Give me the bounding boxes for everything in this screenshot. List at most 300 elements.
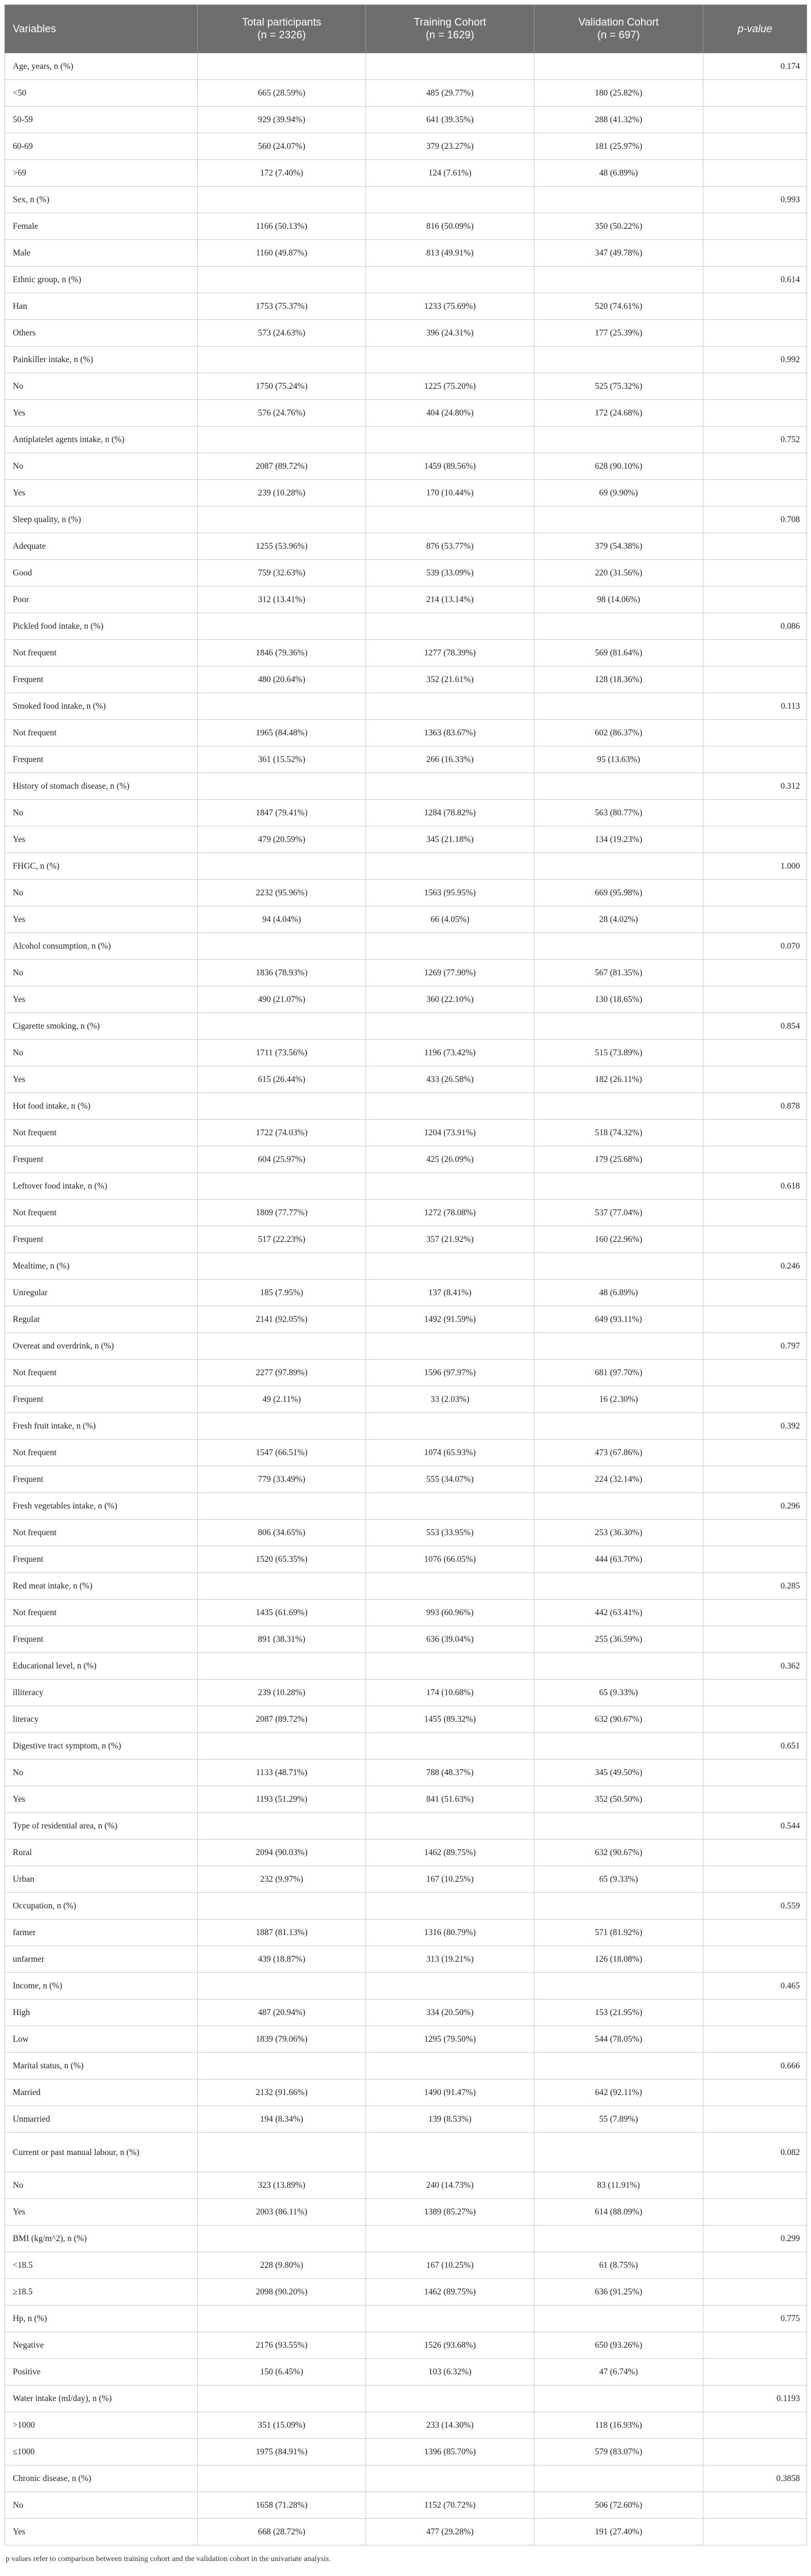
validation-cell xyxy=(534,53,703,80)
pvalue-cell: 0.854 xyxy=(703,1013,807,1040)
category-label: Frequent xyxy=(5,1146,198,1173)
training-cell xyxy=(366,1973,534,1999)
total-cell: 806 (34.65%) xyxy=(198,1520,366,1546)
validation-cell: 563 (80.77%) xyxy=(534,800,703,826)
total-cell: 239 (10.28%) xyxy=(198,480,366,507)
training-cell: 167 (10.25%) xyxy=(366,1866,534,1893)
pvalue-cell: 0.299 xyxy=(703,2226,807,2252)
training-cell xyxy=(366,2385,534,2412)
table-row xyxy=(5,1546,807,1573)
table-row xyxy=(5,1600,807,1626)
category-label: Rural xyxy=(5,1840,198,1866)
category-label: Han xyxy=(5,293,198,320)
group-row xyxy=(5,2385,807,2412)
total-cell: 1887 (81.13%) xyxy=(198,1920,366,1946)
training-cell: 841 (51.63%) xyxy=(366,1786,534,1813)
total-cell: 576 (24.76%) xyxy=(198,400,366,427)
group-row xyxy=(5,1893,807,1920)
validation-cell xyxy=(534,2306,703,2332)
group-row xyxy=(5,187,807,213)
total-cell xyxy=(198,853,366,880)
total-cell: 2087 (89.72%) xyxy=(198,453,366,480)
validation-cell xyxy=(534,1413,703,1440)
table-footnote: p values refer to comparison between training cohort and the validation cohort in the univariate analysis. xyxy=(6,2555,331,2563)
validation-cell: 48 (6.89%) xyxy=(534,160,703,187)
training-cell: 352 (21.61%) xyxy=(366,666,534,693)
total-cell xyxy=(198,2133,366,2172)
pvalue-cell: 0.113 xyxy=(703,693,807,720)
table-row xyxy=(5,720,807,746)
category-label: Yes xyxy=(5,906,198,933)
training-cell xyxy=(366,1173,534,1200)
total-cell: 1160 (49.87%) xyxy=(198,240,366,267)
validation-cell: 130 (18.65%) xyxy=(534,986,703,1013)
total-cell: 1547 (66.51%) xyxy=(198,1440,366,1466)
category-label: No xyxy=(5,800,198,826)
table-row xyxy=(5,1306,807,1333)
header-training-n: (n = 1629) xyxy=(425,29,474,41)
table-row xyxy=(5,1386,807,1413)
variable-group-label: Cigarette smoking, n (%) xyxy=(5,1013,198,1040)
training-cell: 636 (39.04%) xyxy=(366,1626,534,1653)
training-cell: 174 (10.68%) xyxy=(366,1680,534,1706)
training-cell xyxy=(366,2465,534,2492)
header-variables: Variables xyxy=(5,5,198,53)
training-cell: 66 (4.05%) xyxy=(366,906,534,933)
variable-group-label: Type of residential area, n (%) xyxy=(5,1813,198,1840)
pvalue-cell xyxy=(703,1920,807,1946)
table-container xyxy=(4,4,807,2545)
group-row xyxy=(5,1013,807,1040)
validation-cell xyxy=(534,1173,703,1200)
variable-group-label: Water intake (ml/day), n (%) xyxy=(5,2385,198,2412)
validation-cell: 224 (32.14%) xyxy=(534,1466,703,1493)
validation-cell: 636 (91.25%) xyxy=(534,2279,703,2306)
total-cell: 1193 (51.29%) xyxy=(198,1786,366,1813)
table-row xyxy=(5,1066,807,1093)
table-row xyxy=(5,1146,807,1173)
table-row xyxy=(5,800,807,826)
category-label: No xyxy=(5,453,198,480)
category-label: No xyxy=(5,2492,198,2519)
pvalue-cell xyxy=(703,960,807,986)
pvalue-cell xyxy=(703,1440,807,1466)
validation-cell: 347 (49.78%) xyxy=(534,240,703,267)
validation-cell xyxy=(534,933,703,960)
total-cell xyxy=(198,1653,366,1680)
pvalue-cell xyxy=(703,2492,807,2519)
training-cell xyxy=(366,773,534,800)
total-cell xyxy=(198,1013,366,1040)
pvalue-cell xyxy=(703,240,807,267)
total-cell: 517 (22.23%) xyxy=(198,1226,366,1253)
total-cell xyxy=(198,773,366,800)
validation-cell: 345 (49.50%) xyxy=(534,1760,703,1786)
validation-cell: 16 (2.30%) xyxy=(534,1386,703,1413)
total-cell: 891 (38.31%) xyxy=(198,1626,366,1653)
total-cell xyxy=(198,187,366,213)
pvalue-cell xyxy=(703,1386,807,1413)
pvalue-cell xyxy=(703,2252,807,2279)
header-total-title: Total participants xyxy=(242,17,322,28)
validation-cell xyxy=(534,267,703,293)
validation-cell xyxy=(534,693,703,720)
category-label: illiteracy xyxy=(5,1680,198,1706)
total-cell: 1965 (84.48%) xyxy=(198,720,366,746)
pvalue-cell xyxy=(703,880,807,906)
group-row xyxy=(5,1733,807,1760)
validation-cell: 95 (13.63%) xyxy=(534,746,703,773)
training-cell: 1196 (73.42%) xyxy=(366,1040,534,1066)
table-row xyxy=(5,826,807,853)
group-row xyxy=(5,1093,807,1120)
group-row xyxy=(5,1253,807,1280)
category-label: Yes xyxy=(5,2519,198,2545)
validation-cell: 669 (95.98%) xyxy=(534,880,703,906)
category-label: Not frequent xyxy=(5,1200,198,1226)
training-cell: 1284 (78.82%) xyxy=(366,800,534,826)
validation-cell: 473 (67.86%) xyxy=(534,1440,703,1466)
pvalue-cell xyxy=(703,1226,807,1253)
pvalue-cell: 0.666 xyxy=(703,2053,807,2079)
total-cell: 1846 (79.36%) xyxy=(198,640,366,666)
group-row xyxy=(5,2133,807,2172)
group-row xyxy=(5,507,807,533)
pvalue-cell: 0.878 xyxy=(703,1093,807,1120)
pvalue-cell: 0.3858 xyxy=(703,2465,807,2492)
validation-cell: 65 (9.33%) xyxy=(534,1866,703,1893)
total-cell: 2277 (97.89%) xyxy=(198,1360,366,1386)
training-cell: 641 (39.35%) xyxy=(366,107,534,133)
table-header xyxy=(5,5,807,53)
category-label: Male xyxy=(5,240,198,267)
validation-cell xyxy=(534,427,703,453)
table-row xyxy=(5,640,807,666)
category-label: unfarmer xyxy=(5,1946,198,1973)
total-cell xyxy=(198,933,366,960)
training-cell: 124 (7.61%) xyxy=(366,160,534,187)
pvalue-cell xyxy=(703,1840,807,1866)
total-cell: 1166 (50.13%) xyxy=(198,213,366,240)
table-row xyxy=(5,133,807,160)
category-label: No xyxy=(5,960,198,986)
total-cell: 439 (18.87%) xyxy=(198,1946,366,1973)
variable-group-label: Ethnic group, n (%) xyxy=(5,267,198,293)
pvalue-cell xyxy=(703,1999,807,2026)
pvalue-cell: 0.614 xyxy=(703,267,807,293)
group-row xyxy=(5,933,807,960)
pvalue-cell: 0.544 xyxy=(703,1813,807,1840)
pvalue-cell xyxy=(703,720,807,746)
validation-cell: 181 (25.97%) xyxy=(534,133,703,160)
table-row xyxy=(5,2026,807,2053)
group-row xyxy=(5,347,807,373)
table-row xyxy=(5,2079,807,2106)
training-cell: 1277 (78.39%) xyxy=(366,640,534,666)
total-cell: 228 (9.80%) xyxy=(198,2252,366,2279)
training-cell: 425 (26.09%) xyxy=(366,1146,534,1173)
pvalue-cell xyxy=(703,1786,807,1813)
training-cell: 137 (8.41%) xyxy=(366,1280,534,1306)
total-cell: 560 (24.07%) xyxy=(198,133,366,160)
table-row xyxy=(5,1866,807,1893)
total-cell xyxy=(198,1973,366,1999)
validation-cell: 255 (36.59%) xyxy=(534,1626,703,1653)
total-cell: 150 (6.45%) xyxy=(198,2359,366,2385)
training-cell: 1462 (89.75%) xyxy=(366,1840,534,1866)
validation-cell xyxy=(534,1733,703,1760)
category-label: High xyxy=(5,1999,198,2026)
table-row xyxy=(5,2172,807,2199)
table-row xyxy=(5,1226,807,1253)
category-label: Yes xyxy=(5,1786,198,1813)
pvalue-cell xyxy=(703,480,807,507)
validation-cell: 179 (25.68%) xyxy=(534,1146,703,1173)
total-cell: 94 (4.04%) xyxy=(198,906,366,933)
total-cell: 2094 (90.03%) xyxy=(198,1840,366,1866)
category-label: Urban xyxy=(5,1866,198,1893)
group-row xyxy=(5,1493,807,1520)
total-cell: 2232 (95.96%) xyxy=(198,880,366,906)
validation-cell xyxy=(534,1493,703,1520)
training-cell: 266 (16.33%) xyxy=(366,746,534,773)
training-cell: 553 (33.95%) xyxy=(366,1520,534,1546)
category-label: ≤1000 xyxy=(5,2439,198,2465)
pvalue-cell xyxy=(703,2279,807,2306)
table-row xyxy=(5,1786,807,1813)
category-label: Yes xyxy=(5,986,198,1013)
total-cell: 1809 (77.77%) xyxy=(198,1200,366,1226)
total-cell: 1520 (65.35%) xyxy=(198,1546,366,1573)
table-row xyxy=(5,1120,807,1146)
pvalue-cell xyxy=(703,1466,807,1493)
validation-cell: 98 (14.06%) xyxy=(534,587,703,613)
training-cell: 360 (22.10%) xyxy=(366,986,534,1013)
variable-group-label: Red meat intake, n (%) xyxy=(5,1573,198,1600)
pvalue-cell: 0.285 xyxy=(703,1573,807,1600)
variable-group-label: Pickled food intake, n (%) xyxy=(5,613,198,640)
category-label: Not frequent xyxy=(5,1440,198,1466)
validation-cell xyxy=(534,1813,703,1840)
pvalue-cell xyxy=(703,2172,807,2199)
total-cell: 759 (32.63%) xyxy=(198,560,366,587)
validation-cell xyxy=(534,613,703,640)
category-label: Adequate xyxy=(5,533,198,560)
training-cell xyxy=(366,1893,534,1920)
training-cell: 1396 (85.70%) xyxy=(366,2439,534,2465)
table-row xyxy=(5,906,807,933)
training-cell: 1526 (93.68%) xyxy=(366,2332,534,2359)
validation-cell: 182 (26.11%) xyxy=(534,1066,703,1093)
validation-cell: 649 (93.11%) xyxy=(534,1306,703,1333)
training-cell: 379 (23.27%) xyxy=(366,133,534,160)
category-label: Yes xyxy=(5,2199,198,2226)
training-cell: 477 (29.28%) xyxy=(366,2519,534,2545)
training-cell: 1389 (85.27%) xyxy=(366,2199,534,2226)
table-row xyxy=(5,2199,807,2226)
pvalue-cell xyxy=(703,1760,807,1786)
total-cell: 2176 (93.55%) xyxy=(198,2332,366,2359)
pvalue-cell xyxy=(703,1200,807,1226)
category-label: Frequent xyxy=(5,746,198,773)
total-cell xyxy=(198,2385,366,2412)
category-label: Frequent xyxy=(5,1386,198,1413)
total-cell: 172 (7.40%) xyxy=(198,160,366,187)
validation-cell xyxy=(534,1973,703,1999)
category-label: Unregular xyxy=(5,1280,198,1306)
total-cell xyxy=(198,53,366,80)
training-cell xyxy=(366,347,534,373)
validation-cell: 537 (77.04%) xyxy=(534,1200,703,1226)
total-cell: 1975 (84.91%) xyxy=(198,2439,366,2465)
validation-cell: 442 (63.41%) xyxy=(534,1600,703,1626)
training-cell xyxy=(366,53,534,80)
total-cell: 232 (9.97%) xyxy=(198,1866,366,1893)
training-cell: 1459 (89.56%) xyxy=(366,453,534,480)
pvalue-cell: 0.246 xyxy=(703,1253,807,1280)
training-cell: 1316 (80.79%) xyxy=(366,1920,534,1946)
training-cell: 33 (2.03%) xyxy=(366,1386,534,1413)
variable-group-label: Hot food intake, n (%) xyxy=(5,1093,198,1120)
category-label: >1000 xyxy=(5,2412,198,2439)
validation-cell: 681 (97.70%) xyxy=(534,1360,703,1386)
variable-group-label: Leftover food intake, n (%) xyxy=(5,1173,198,1200)
total-cell xyxy=(198,267,366,293)
pvalue-cell xyxy=(703,1306,807,1333)
variable-group-label: BMI (kg/m^2), n (%) xyxy=(5,2226,198,2252)
training-cell: 813 (49.91%) xyxy=(366,240,534,267)
category-label: farmer xyxy=(5,1920,198,1946)
pvalue-cell: 0.797 xyxy=(703,1333,807,1360)
validation-cell: 520 (74.61%) xyxy=(534,293,703,320)
variable-group-label: Painkiller intake, n (%) xyxy=(5,347,198,373)
pvalue-cell xyxy=(703,1626,807,1653)
training-cell: 1596 (97.97%) xyxy=(366,1360,534,1386)
pvalue-cell xyxy=(703,1280,807,1306)
total-cell: 2087 (89.72%) xyxy=(198,1706,366,1733)
validation-cell xyxy=(534,1653,703,1680)
pvalue-cell: 0.465 xyxy=(703,1973,807,1999)
total-cell xyxy=(198,1573,366,1600)
category-label: Female xyxy=(5,213,198,240)
category-label: No xyxy=(5,373,198,400)
training-cell xyxy=(366,187,534,213)
table-row xyxy=(5,986,807,1013)
category-label: Frequent xyxy=(5,1226,198,1253)
category-label: Negative xyxy=(5,2332,198,2359)
pvalue-cell xyxy=(703,213,807,240)
table-row xyxy=(5,2252,807,2279)
training-cell xyxy=(366,507,534,533)
total-cell: 1753 (75.37%) xyxy=(198,293,366,320)
training-cell: 993 (60.96%) xyxy=(366,1600,534,1626)
table-row xyxy=(5,1946,807,1973)
table-row xyxy=(5,1760,807,1786)
table-row xyxy=(5,400,807,427)
pvalue-cell: 0.618 xyxy=(703,1173,807,1200)
table-row xyxy=(5,960,807,986)
total-cell: 2098 (90.20%) xyxy=(198,2279,366,2306)
validation-cell: 614 (88.09%) xyxy=(534,2199,703,2226)
training-cell xyxy=(366,2306,534,2332)
training-cell: 1455 (89.32%) xyxy=(366,1706,534,1733)
total-cell: 2132 (91.66%) xyxy=(198,2079,366,2106)
table-row xyxy=(5,1466,807,1493)
category-label: Married xyxy=(5,2079,198,2106)
group-row xyxy=(5,853,807,880)
training-cell: 1074 (65.93%) xyxy=(366,1440,534,1466)
pvalue-cell xyxy=(703,453,807,480)
pvalue-cell xyxy=(703,1040,807,1066)
category-label: Positive xyxy=(5,2359,198,2385)
total-cell: 779 (33.49%) xyxy=(198,1466,366,1493)
total-cell xyxy=(198,427,366,453)
category-label: No xyxy=(5,1040,198,1066)
category-label: Unmarried xyxy=(5,2106,198,2133)
pvalue-cell xyxy=(703,2199,807,2226)
category-label: Yes xyxy=(5,826,198,853)
table-row xyxy=(5,373,807,400)
validation-cell: 48 (6.89%) xyxy=(534,1280,703,1306)
training-cell: 1295 (79.50%) xyxy=(366,2026,534,2053)
pvalue-cell xyxy=(703,373,807,400)
table-row xyxy=(5,1680,807,1706)
table-row xyxy=(5,320,807,347)
training-cell: 167 (10.25%) xyxy=(366,2252,534,2279)
validation-cell: 632 (90.67%) xyxy=(534,1840,703,1866)
pvalue-cell xyxy=(703,2412,807,2439)
total-cell xyxy=(198,1253,366,1280)
training-cell xyxy=(366,2226,534,2252)
total-cell: 323 (13.89%) xyxy=(198,2172,366,2199)
category-label: Not frequent xyxy=(5,640,198,666)
validation-cell: 352 (50.50%) xyxy=(534,1786,703,1813)
validation-cell xyxy=(534,2385,703,2412)
variable-group-label: FHGC, n (%) xyxy=(5,853,198,880)
total-cell: 1133 (48.71%) xyxy=(198,1760,366,1786)
table-row xyxy=(5,453,807,480)
table-row xyxy=(5,1840,807,1866)
validation-cell xyxy=(534,1093,703,1120)
pvalue-cell xyxy=(703,2359,807,2385)
validation-cell: 632 (90.67%) xyxy=(534,1706,703,1733)
pvalue-cell xyxy=(703,906,807,933)
pvalue-cell xyxy=(703,320,807,347)
baseline-characteristics-table xyxy=(4,4,807,2545)
validation-cell: 28 (4.02%) xyxy=(534,906,703,933)
total-cell: 1836 (78.93%) xyxy=(198,960,366,986)
table-row xyxy=(5,293,807,320)
variable-group-label: Overeat and overdrink, n (%) xyxy=(5,1333,198,1360)
validation-cell: 253 (36.30%) xyxy=(534,1520,703,1546)
pvalue-cell: 0.312 xyxy=(703,773,807,800)
pvalue-cell xyxy=(703,1520,807,1546)
training-cell xyxy=(366,1013,534,1040)
table-row xyxy=(5,213,807,240)
training-cell xyxy=(366,1413,534,1440)
validation-cell xyxy=(534,2133,703,2172)
group-row xyxy=(5,1813,807,1840)
training-cell xyxy=(366,1733,534,1760)
pvalue-cell xyxy=(703,746,807,773)
validation-cell: 525 (75.32%) xyxy=(534,373,703,400)
category-label: Frequent xyxy=(5,666,198,693)
total-cell: 361 (15.52%) xyxy=(198,746,366,773)
variable-group-label: Antiplatelet agents intake, n (%) xyxy=(5,427,198,453)
table-row xyxy=(5,1280,807,1306)
pvalue-cell: 0.651 xyxy=(703,1733,807,1760)
category-label: Others xyxy=(5,320,198,347)
